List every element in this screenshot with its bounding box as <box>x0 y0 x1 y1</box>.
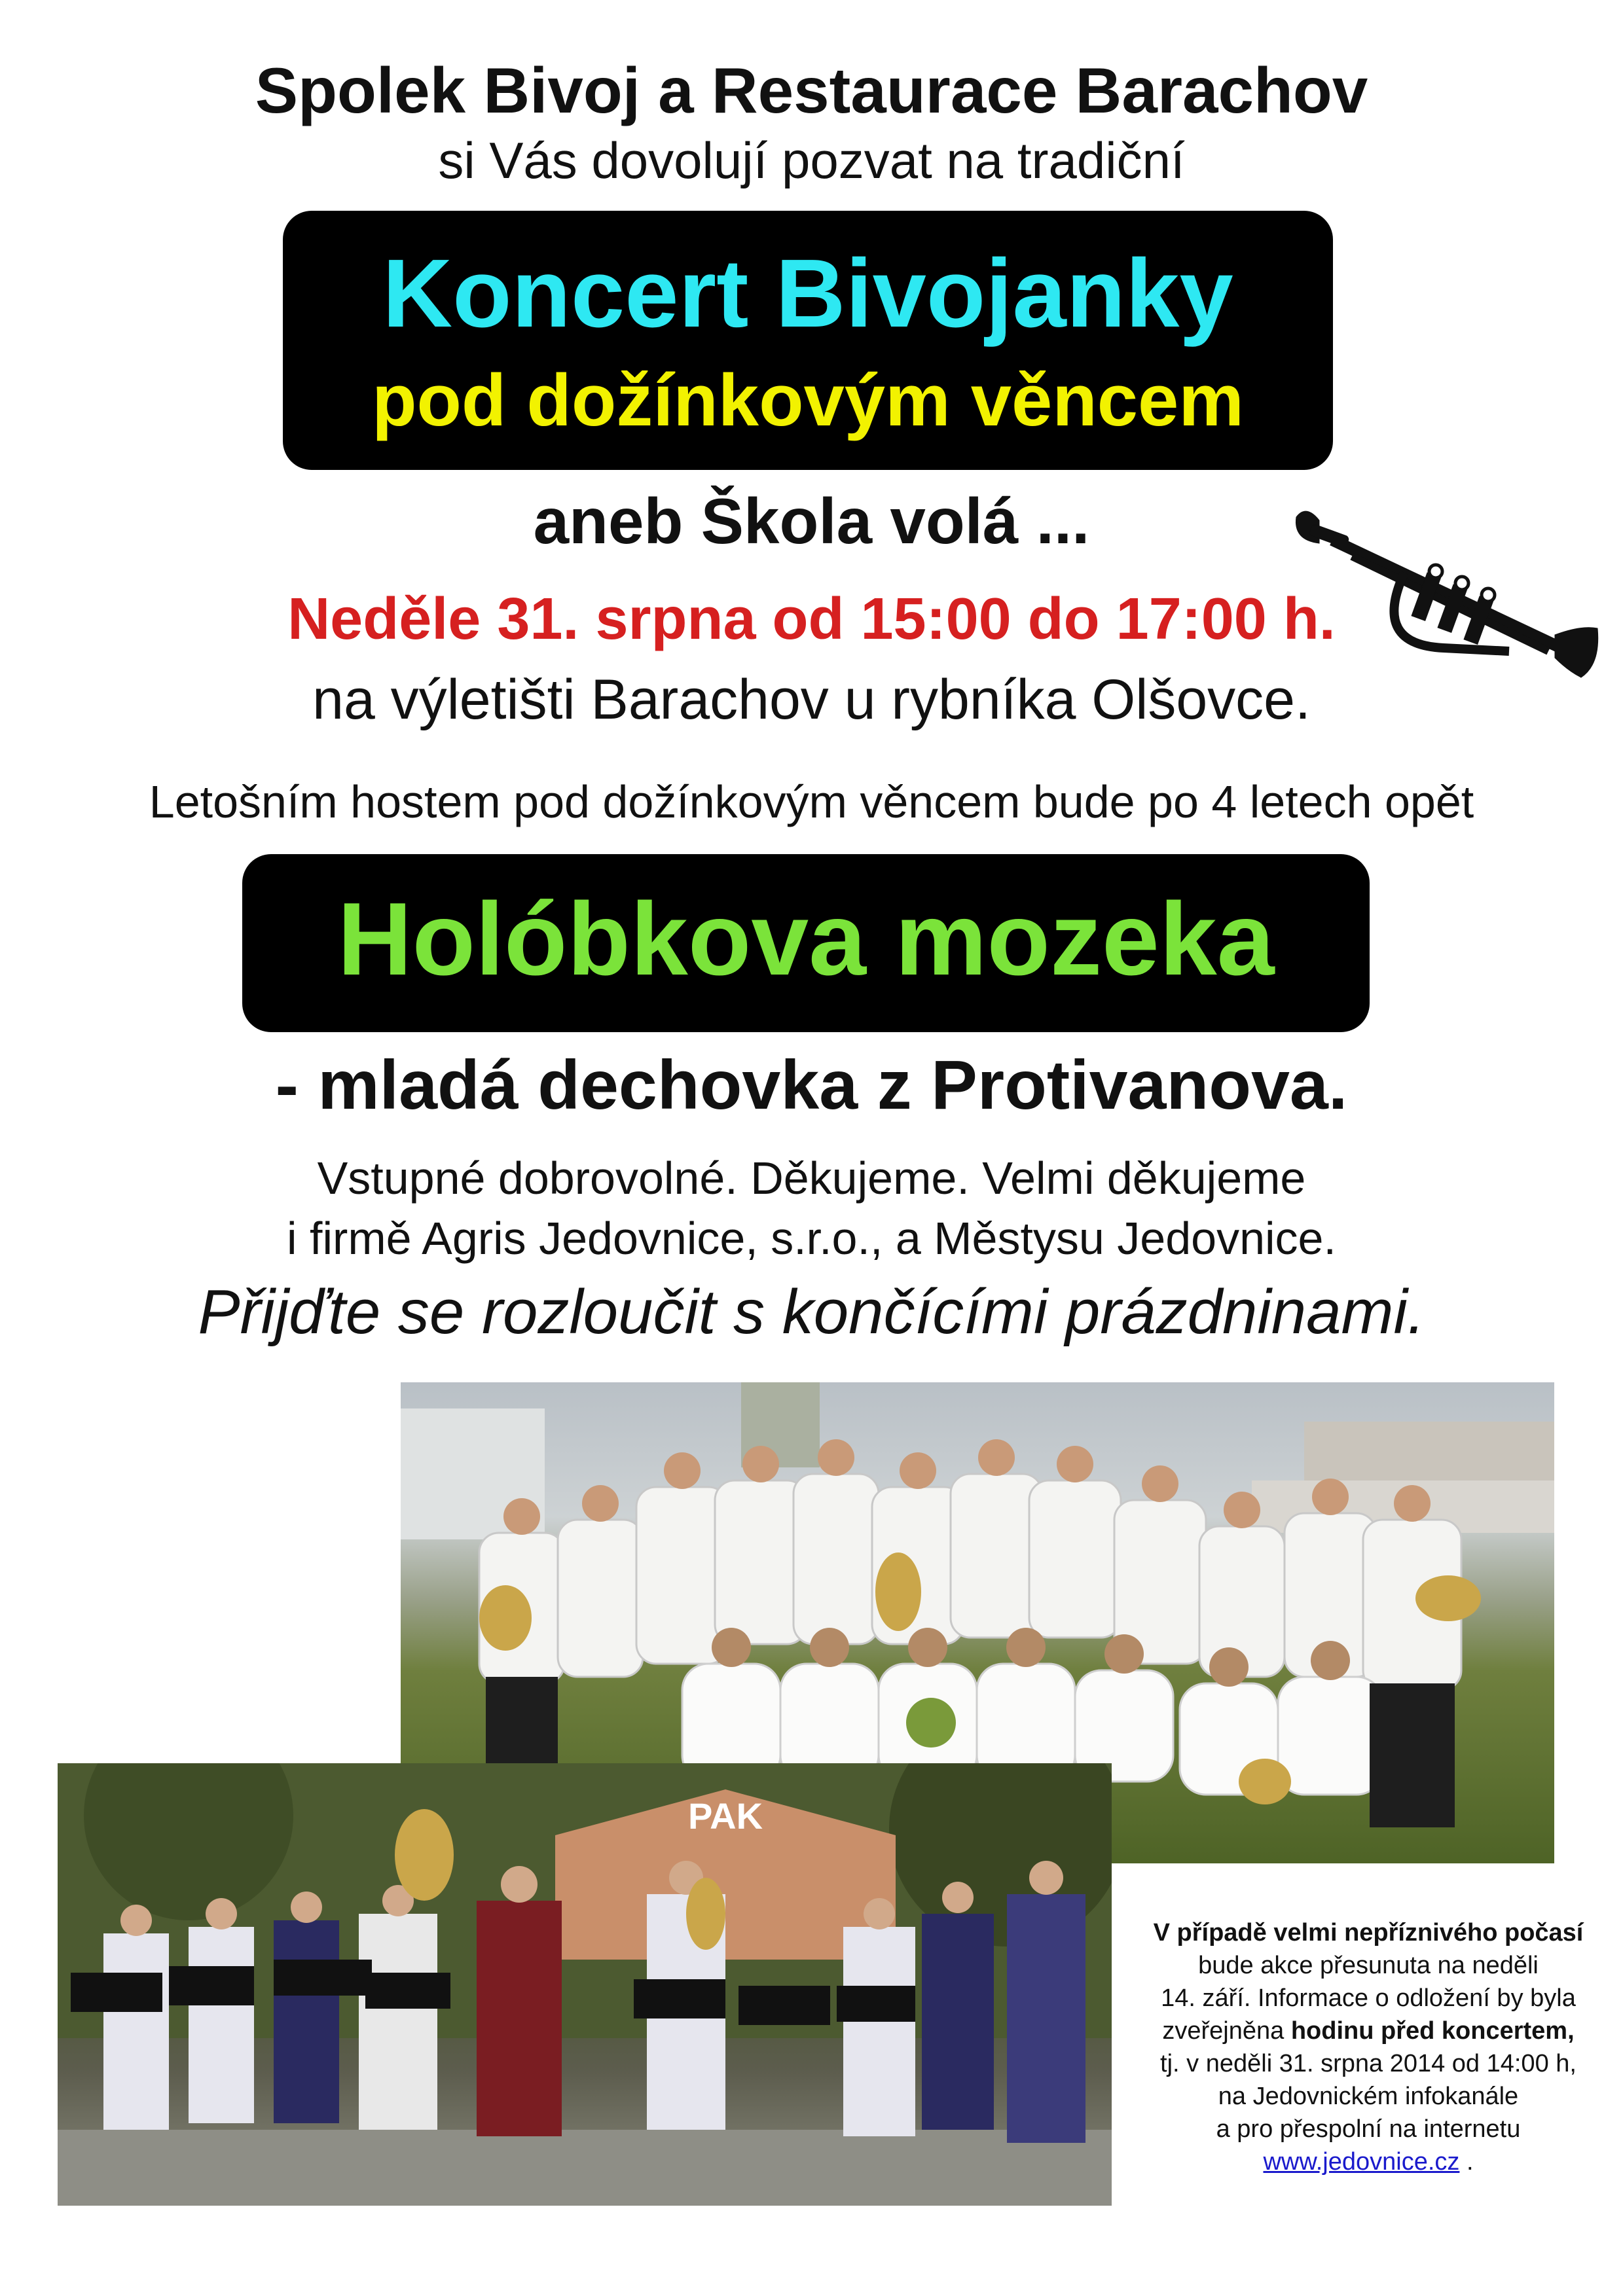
notice-line-4-bold: hodinu před koncertem, <box>1290 2017 1575 2045</box>
notice-line-4-prefix: zveřejněna <box>1162 2017 1291 2045</box>
guest-intro: Letošním hostem pod dožínkovým věncem bude po 4 letech opět <box>149 776 1474 827</box>
notice-line-2: bude akce přesunuta na neděli <box>1198 1952 1539 1979</box>
notice-line-8 <box>1126 2145 1611 2178</box>
event-place: na výletišti Barachov u rybníka Olšovce. <box>312 668 1311 731</box>
jedovnice-link[interactable]: www.jedovnice.cz <box>1263 2148 1460 2176</box>
event-datetime: Neděle 31. srpna od 15:00 do 17:00 h. <box>287 586 1336 652</box>
slogan: Přijďte se rozloučit s končícími prázdninami. <box>198 1277 1425 1347</box>
guest-description: - mladá dechovka z Protivanova. <box>275 1047 1348 1124</box>
admission-text: Vstupné dobrovolné. Děkujeme. Velmi děkujeme <box>317 1153 1306 1204</box>
guest-title-box <box>242 854 1370 1032</box>
stage-banner-text: PAK <box>687 1795 763 1837</box>
notice-line-1: V případě velmi nepříznivého počasí <box>1153 1919 1584 1946</box>
notice-line-4 <box>1126 2015 1611 2047</box>
invite-text: si Vás dovolují pozvat na tradiční <box>438 132 1185 189</box>
notice-line-3: 14. září. Informace o odložení by byla <box>1161 1984 1576 2012</box>
organizers-heading: Spolek Bivoj a Restaurace Barachov <box>255 54 1368 126</box>
notice-line-6: na Jedovnickém infokanále <box>1218 2083 1519 2110</box>
notice-line-5: tj. v neděli 31. srpna 2014 od 14:00 h, <box>1160 2050 1577 2077</box>
concert-title-box <box>283 211 1333 470</box>
notice-link-suffix: . <box>1459 2148 1474 2176</box>
guest-name: Holóbkova mozeka <box>337 882 1275 997</box>
weather-notice <box>1126 1916 1611 2178</box>
concert-subtitle: pod dožínkovým věncem <box>372 359 1244 441</box>
band-stage-photo <box>58 1763 1112 2206</box>
notice-line-7: a pro přespolní na internetu <box>1216 2115 1521 2143</box>
concert-title: Koncert Bivojanky <box>382 240 1233 348</box>
concert-alt-title: aneb Škola volá ... <box>533 485 1090 557</box>
sponsors-text: i firmě Agris Jedovnice, s.r.o., a Městysu Jedovnice. <box>287 1213 1336 1264</box>
